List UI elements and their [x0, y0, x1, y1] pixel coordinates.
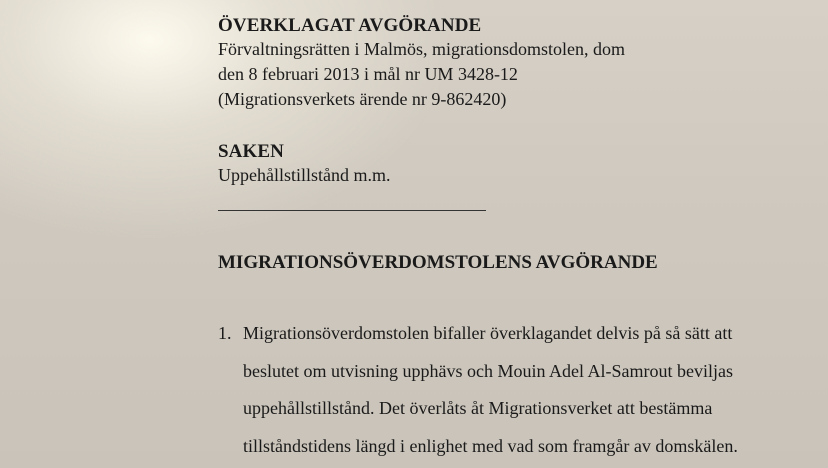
- decision-item-number: 1.: [218, 323, 232, 343]
- decision-item-line: uppehållstillstånd. Det överlåts åt Migrationsverket att bestämma: [243, 398, 713, 418]
- appealed-decision-line: den 8 februari 2013 i mål nr UM 3428-12: [218, 64, 518, 84]
- case-section: [218, 141, 391, 188]
- appealed-decision-section: [218, 15, 625, 112]
- decision-item-line: beslutet om utvisning upphävs och Mouin Adel Al-Samrout beviljas: [243, 360, 733, 381]
- decision-list: [218, 315, 828, 465]
- case-subject: Uppehållstillstånd m.m.: [218, 165, 391, 185]
- decision-item: [218, 315, 828, 465]
- decision-heading: MIGRATIONSÖVERDOMSTOLENS AVGÖRANDE: [218, 252, 658, 273]
- decision-item-line: tillståndstidens längd i enlighet med vad som framgår av domskälen.: [243, 435, 738, 456]
- appealed-decision-line: Förvaltningsrätten i Malmös, migrationsdomstolen, dom: [218, 39, 625, 59]
- case-heading: SAKEN: [218, 141, 284, 162]
- appealed-decision-heading: ÖVERKLAGAT AVGÖRANDE: [218, 15, 482, 36]
- decision-item-line: Migrationsöverdomstolen bifaller överklagandet delvis på så sätt att: [243, 323, 733, 343]
- divider-rule: [218, 210, 486, 211]
- appealed-decision-line: (Migrationsverkets ärende nr 9-862420): [218, 89, 507, 109]
